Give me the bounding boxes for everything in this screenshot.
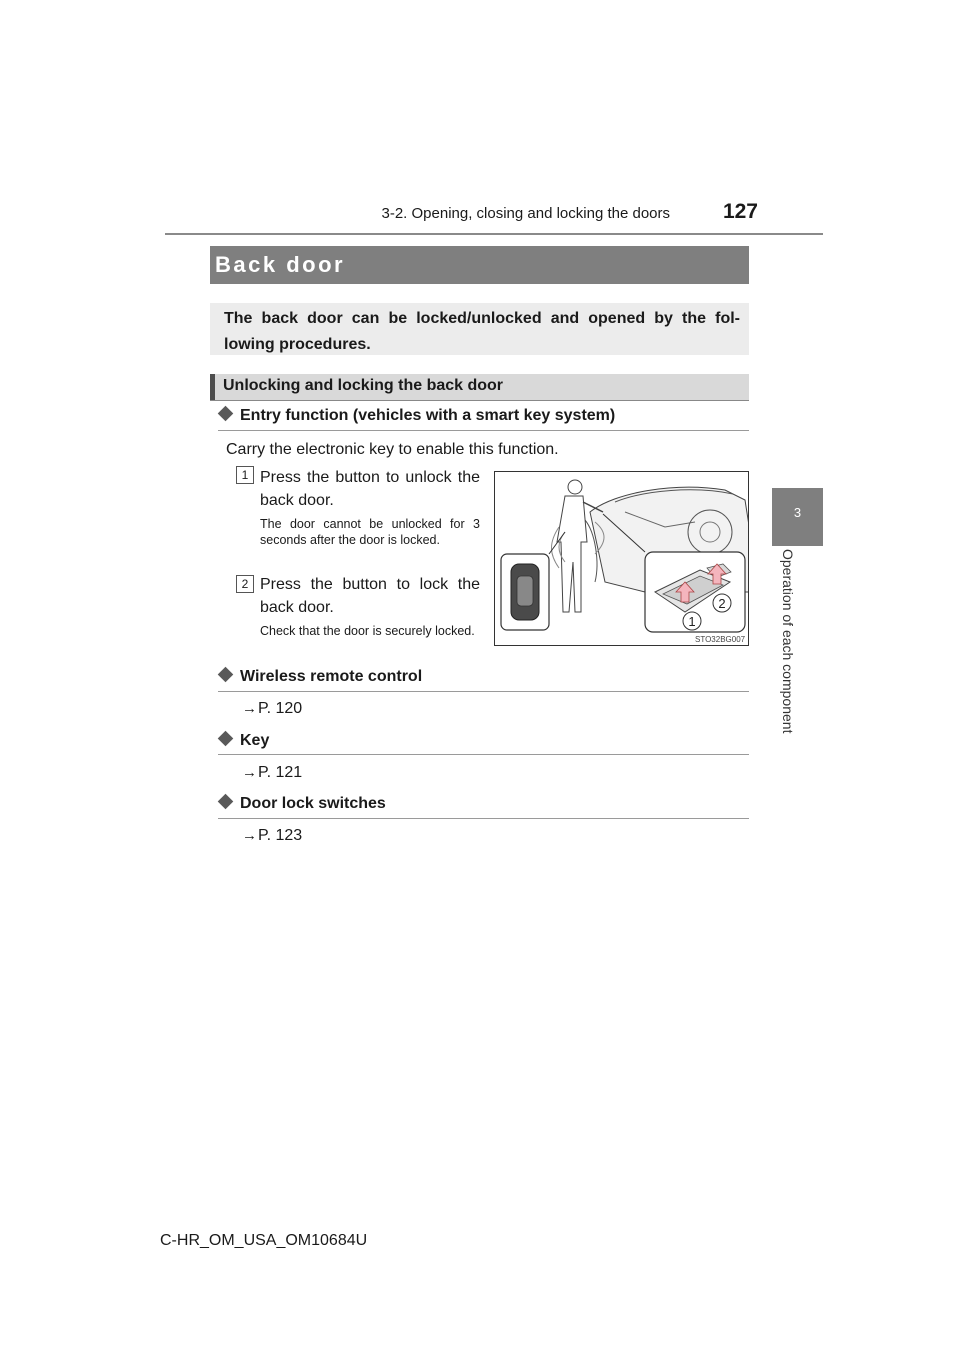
arrow-right-icon: → — [242, 700, 257, 717]
intro-text: The back door can be locked/unlocked and opened by the fol-lowing procedures. — [224, 310, 740, 353]
key-ref-text: P. 121 — [258, 764, 303, 781]
footer-code: C-HR_OM_USA_OM10684U — [160, 1232, 368, 1249]
section-heading: 3-2. Opening, closing and locking the doors — [381, 205, 670, 222]
door-lock-heading — [218, 795, 386, 813]
entry-function-heading-text: Entry function (vehicles with a smart key system) — [240, 407, 616, 424]
wireless-ref[interactable] — [242, 700, 302, 718]
carry-key-text: Carry the electronic key to enable this function. — [226, 441, 559, 458]
chapter-tab-label: Operation of each component — [780, 549, 796, 734]
key-heading — [218, 732, 269, 750]
key-rule — [218, 754, 749, 755]
arrow-right-icon: → — [242, 827, 257, 844]
key-ref[interactable] — [242, 764, 302, 782]
diamond-bullet-icon — [218, 406, 234, 422]
chapter-tab-number: 3 — [793, 505, 802, 520]
subsection-accent — [210, 374, 215, 400]
diamond-bullet-icon — [218, 794, 234, 810]
door-lock-rule — [218, 818, 749, 819]
diamond-bullet-icon — [218, 667, 234, 683]
entry-function-rule — [218, 430, 749, 431]
page-title: Back door — [215, 252, 346, 277]
step-1-text: Press the button to unlock the back door. — [260, 469, 480, 509]
step-2-text: Press the button to lock the back door. — [260, 576, 480, 616]
wireless-heading — [218, 668, 422, 686]
step-2-badge: 2 — [236, 575, 254, 593]
wireless-rule — [218, 691, 749, 692]
back-door-drawing — [495, 472, 749, 646]
callout-2-label: 2 — [718, 596, 726, 611]
diamond-bullet-icon — [218, 731, 234, 747]
key-heading-text: Key — [240, 732, 270, 749]
door-lock-ref[interactable] — [242, 827, 302, 845]
step-1-note: The door cannot be unlocked for 3 seconds after the door is locked. — [260, 517, 480, 547]
entry-function-heading — [218, 407, 615, 425]
step-2-note: Check that the door is securely locked. — [260, 624, 475, 638]
arrow-right-icon: → — [242, 764, 257, 781]
door-lock-ref-text: P. 123 — [258, 827, 303, 844]
door-lock-heading-text: Door lock switches — [240, 795, 386, 812]
illustration-code: STO32BG007 — [695, 635, 746, 644]
subsection-title: Unlocking and locking the back door — [223, 377, 504, 394]
wireless-heading-text: Wireless remote control — [240, 668, 423, 685]
page-number: 127 — [722, 200, 758, 223]
back-door-illustration — [494, 471, 749, 646]
subsection-rule — [210, 400, 749, 401]
callout-1-label: 1 — [688, 614, 696, 629]
wireless-ref-text: P. 120 — [258, 700, 303, 717]
header-divider — [165, 233, 823, 235]
step-1-badge: 1 — [236, 466, 254, 484]
